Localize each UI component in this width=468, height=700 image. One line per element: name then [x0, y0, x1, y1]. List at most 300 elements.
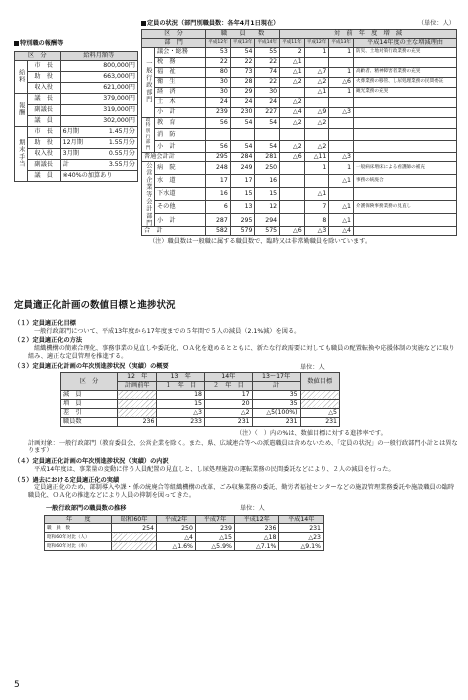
staff-reason: [354, 57, 457, 67]
staff-row-label: 合 計: [142, 227, 206, 236]
staff-value: 80: [206, 67, 231, 77]
progress-row: [61, 390, 340, 399]
salary-table: [14, 51, 138, 182]
staff-value: 28: [230, 77, 255, 87]
staff-value: [304, 97, 329, 107]
staff-row-label: 教 育: [155, 117, 206, 129]
salary-group-label: 給料: [15, 60, 28, 93]
staff-value: △9: [304, 107, 329, 117]
bonus-period: 3月期: [60, 148, 95, 159]
staff-head-row: [142, 38, 457, 47]
trend-value: △1.6%: [156, 542, 195, 551]
plan-s5: （５）過去における定員適正化の実績: [14, 476, 120, 484]
progress-value: [300, 399, 339, 408]
bonus-row: [15, 126, 138, 137]
trend-value: 231: [279, 524, 324, 533]
staff-row: [142, 87, 457, 97]
plan-p4: 平成14年度は、事業量の変動に伴う人員配置の見直しと、し尿処理施設の運転業務の民間委託などにより、２人の減員を行った。: [34, 465, 395, 473]
staff-subtotal-row: [142, 107, 457, 117]
staff-value: [206, 129, 231, 141]
staff-row-label: 土 木: [155, 97, 206, 107]
salary-amount: 302,000円: [60, 115, 137, 126]
staff-value: [280, 161, 305, 174]
salary-role: 議 長: [27, 93, 60, 104]
progress-value: [118, 399, 157, 408]
staff-value: △6: [280, 152, 305, 161]
staff-reason: [354, 141, 457, 153]
staff-value: 287: [206, 214, 231, 227]
progress-row-label: 差 引: [61, 408, 118, 417]
staff-value: 1: [329, 47, 354, 57]
staff-value: 24: [255, 97, 280, 107]
staff-value: [329, 57, 354, 67]
staff-value: 582: [206, 227, 231, 236]
trend-value: 239: [195, 524, 234, 533]
trend-head-cell: 平成2年: [156, 515, 195, 524]
bonus-role: 市 長: [27, 126, 60, 137]
staff-value: [280, 87, 305, 97]
bonus-role: 議 員: [27, 170, 60, 181]
staff-ordinary-row: [142, 152, 457, 161]
staff-unit: （単位：人）: [417, 20, 455, 27]
staff-value: 22: [230, 57, 255, 67]
bonus-months: 3.55月分: [95, 159, 138, 170]
staff-value: 24: [206, 97, 231, 107]
progress-value: 233: [157, 417, 205, 426]
staff-value: 54: [230, 141, 255, 153]
staff-value: △1: [304, 87, 329, 97]
salary-amount: 319,000円: [60, 104, 137, 115]
progress-row: [61, 399, 340, 408]
progress-value: 18: [157, 390, 205, 399]
staff-value: 29: [230, 87, 255, 97]
staff-value: 54: [255, 117, 280, 129]
trend-value: [112, 542, 157, 551]
salary-section: [14, 40, 138, 182]
staff-value: 22: [206, 57, 231, 67]
progress-head-cell: 計: [252, 382, 300, 391]
staff-value: [255, 129, 280, 141]
plan-s1: （１）定員適正化目標: [14, 319, 76, 327]
staff-value: △4: [280, 107, 305, 117]
staff-row: [142, 201, 457, 214]
staff-value: 1: [329, 67, 354, 77]
trend-head-cell: 年 度: [45, 515, 112, 524]
bonus-months: 1.45月分: [95, 126, 138, 137]
trend-head-cell: 昭和60年: [112, 515, 157, 524]
staff-reason: 防災、土地対策行政業務の充実: [354, 47, 457, 57]
staff-row: [142, 97, 457, 107]
staff-value: 16: [206, 187, 231, 200]
plan-note3: （注）（ ）内の%は、数値目標に対する進捗率です。: [236, 429, 387, 437]
salary-row: [15, 82, 138, 93]
staff-value: 15: [230, 187, 255, 200]
staff-reason: [354, 129, 457, 141]
progress-value: △5: [300, 408, 339, 417]
trend-value: △18: [234, 533, 279, 542]
dept-general-label: 一般行政部門: [142, 47, 155, 117]
trend-table: [44, 515, 324, 552]
staff-value: 7: [304, 201, 329, 214]
plan-s4: （４）定員適正化計画の年次別進捗状況（実績）の内訳: [14, 458, 169, 466]
progress-head-cell: ２ 年 目: [205, 382, 253, 391]
salary-row: [15, 93, 138, 104]
staff-value: 56: [206, 117, 231, 129]
staff-value: 30: [206, 77, 231, 87]
staff-value: 54: [230, 47, 255, 57]
salary-group-label: 報酬: [15, 93, 28, 126]
progress-value: 231: [252, 417, 300, 426]
trend-value: 254: [112, 524, 157, 533]
staff-row: [142, 47, 457, 57]
trend-row-label: 昭和60年対比（率）: [45, 542, 112, 551]
plan-p2: 組織機構の簡素合理化、事務事業の見直しや委託化、ＯＡ化を進めるとともに、新たな行政需要に対しても職員の配置転換や応援体制の実施などに取り組み、適正な定員管理を推進する。: [28, 345, 455, 360]
trend-row-label: 職 員 数: [45, 524, 112, 533]
salary-role: 助 役: [27, 71, 60, 82]
staff-row-label: 水 道: [155, 174, 206, 187]
staff-value: △1: [304, 187, 329, 200]
bonus-period: 計: [60, 159, 95, 170]
staff-value: 6: [206, 201, 231, 214]
staff-subtotal-row: [142, 141, 457, 153]
staff-value: 284: [230, 152, 255, 161]
progress-value: [300, 390, 339, 399]
salary-amount: 379,000円: [60, 93, 137, 104]
bonus-label: 期末手当: [15, 126, 28, 181]
staff-total-row: [142, 227, 457, 236]
staff-value: 17: [230, 174, 255, 187]
staff-reason: [354, 214, 457, 227]
staff-value: △2: [280, 141, 305, 153]
progress-value: △5(100%): [252, 408, 300, 417]
staff-value: [280, 201, 305, 214]
plan-section: [14, 300, 458, 551]
progress-value: 231: [300, 417, 339, 426]
staff-row-label: 小 計: [155, 141, 206, 153]
progress-row-label: 職員数: [61, 417, 118, 426]
staff-value: 250: [255, 161, 280, 174]
staff-row: [142, 161, 457, 174]
staff-value: 56: [206, 141, 231, 153]
progress-table: [60, 372, 340, 427]
staff-value: 295: [230, 214, 255, 227]
staff-row-label: 小 計: [155, 214, 206, 227]
staff-value: 54: [255, 141, 280, 153]
staff-row: [142, 174, 457, 187]
plan-s3: （３）定員適正化計画の年次別進捗状況（実績）の概要: [14, 362, 169, 370]
staff-value: 73: [230, 67, 255, 77]
staff-value: △11: [304, 152, 329, 161]
bonus-row: [15, 148, 138, 159]
staff-head-cell: 区 分: [142, 30, 206, 39]
staff-reason: [354, 227, 457, 236]
staff-row: [142, 57, 457, 67]
bonus-row: [15, 170, 138, 181]
staff-value: 16: [255, 174, 280, 187]
staff-value: [329, 141, 354, 153]
staff-value: 1: [304, 161, 329, 174]
staff-value: △6: [329, 77, 354, 87]
staff-value: 575: [255, 227, 280, 236]
staff-value: 24: [230, 97, 255, 107]
staff-value: 30: [206, 87, 231, 97]
staff-reason: [354, 97, 457, 107]
staff-value: [329, 129, 354, 141]
staff-value: 8: [304, 214, 329, 227]
staff-value: 1: [329, 87, 354, 97]
staff-value: △1: [329, 214, 354, 227]
bonus-period: 12月期: [60, 137, 95, 148]
staff-value: [329, 117, 354, 129]
staff-value: [280, 174, 305, 187]
progress-head-cell: 12 年: [118, 373, 157, 382]
trend-head-cell: 平成14年: [279, 515, 324, 524]
staff-row: [142, 117, 457, 129]
staff-year-head: 平成12年: [206, 38, 231, 47]
plan-t5-title: 一般行政部門の職員数の推移: [46, 504, 127, 512]
progress-head-cell: 数値目標: [300, 373, 339, 391]
progress-value: [118, 408, 157, 417]
staff-value: △3: [329, 107, 354, 117]
staff-value: 2: [280, 47, 305, 57]
plan-p5: 定員適正化のため、部制導入や課・係の統廃合等組織機構の改革、ごみ収集業務の委託、勤労者福祉センターなどの施設管理業務委託や施設職員の臨時職員化、ＯＡ化の推進などにより人員の抑制を図ってきた。: [28, 484, 455, 500]
bonus-role: 助 役: [27, 137, 60, 148]
staff-row: [142, 67, 457, 77]
salary-title: 特別職の報酬等: [20, 40, 64, 47]
staff-value: 22: [255, 57, 280, 67]
square-bullet-icon: [141, 21, 146, 26]
staff-value: 55: [255, 47, 280, 57]
trend-row: [45, 542, 324, 551]
staff-table: [141, 29, 457, 236]
staff-value: [329, 97, 354, 107]
staff-row-label: 議会・総務: [155, 47, 206, 57]
salary-head-cell: 給料月額等: [60, 51, 137, 60]
trend-value: △4: [156, 533, 195, 542]
staff-value: 1: [304, 47, 329, 57]
staff-reason: [354, 107, 457, 117]
staff-value: △2: [280, 77, 305, 87]
staff-value: △2: [304, 141, 329, 153]
staff-row-label: 消 防: [155, 129, 206, 141]
staff-value: △3: [304, 227, 329, 236]
staff-value: 22: [255, 77, 280, 87]
progress-value: 236: [118, 417, 157, 426]
dept-public-label: 公営企業等会計部門: [142, 161, 155, 227]
staff-value: 54: [230, 117, 255, 129]
salary-role: 副議長: [27, 104, 60, 115]
plan-p1: 一般行政部門について、平成13年度から17年度までの５年間で５人の減員（2.1%減）を図る。: [34, 327, 301, 335]
staff-value: △1: [329, 174, 354, 187]
bonus-role: 収入役: [27, 148, 60, 159]
trend-row-label: 昭和60年対比（人）: [45, 533, 112, 542]
staff-header: [141, 20, 457, 29]
staff-reason: 事務の統廃合: [354, 174, 457, 187]
staff-value: [280, 129, 305, 141]
progress-value: 231: [205, 417, 253, 426]
staff-head-cell: 職 員 数: [206, 30, 280, 39]
plan-s2: （２）定員適正化の方法: [14, 337, 83, 345]
trend-row: [45, 524, 324, 533]
staff-value: [280, 187, 305, 200]
trend-row: [45, 533, 324, 542]
staff-value: [280, 214, 305, 227]
trend-value: △5.9%: [195, 542, 234, 551]
staff-value: 294: [255, 214, 280, 227]
staff-value: △4: [329, 227, 354, 236]
staff-row-label: 福 祉: [155, 67, 206, 77]
staff-row-label: 衛 生: [155, 77, 206, 87]
staff-year-head: 平成12年: [304, 38, 329, 47]
staff-row-label: 税 務: [155, 57, 206, 67]
staff-head-cell: 部 門: [142, 38, 206, 47]
trend-head-cell: 平成7年: [195, 515, 234, 524]
trend-value: [112, 533, 157, 542]
salary-amount: 621,000円: [60, 82, 137, 93]
salary-row: [15, 104, 138, 115]
progress-value: △2: [205, 408, 253, 417]
staff-row-label: 病 院: [155, 161, 206, 174]
staff-value: △2: [280, 97, 305, 107]
progress-value: △3: [157, 408, 205, 417]
staff-value: [304, 57, 329, 67]
staff-value: 249: [230, 161, 255, 174]
staff-value: 1: [329, 161, 354, 174]
salary-amount: 800,000円: [60, 60, 137, 71]
dept-special-label: 政特別行部門: [142, 117, 155, 152]
staff-value: [329, 187, 354, 200]
staff-value: △1: [280, 67, 305, 77]
trend-head-row: [45, 515, 324, 524]
staff-row: [142, 77, 457, 87]
staff-value: 12: [255, 201, 280, 214]
trend-value: 250: [156, 524, 195, 533]
trend-value: 236: [234, 524, 279, 533]
progress-value: 15: [157, 399, 205, 408]
staff-value: 74: [255, 67, 280, 77]
staff-row-label: 普通会計計: [142, 152, 206, 161]
plan-note3b: 計画対象：一般行政部門（教育委員会、公営企業を除く。また、県、広域連合等への派遣職員は含めないため、「定員の状況」の一般行政部門小計とは異なります）: [28, 439, 458, 455]
staff-value: 248: [206, 161, 231, 174]
staff-value: 13: [230, 201, 255, 214]
staff-section: [141, 20, 457, 246]
trend-value: △7.1%: [234, 542, 279, 551]
bonus-months: 1.55月分: [95, 137, 138, 148]
progress-head-row: [61, 373, 340, 382]
staff-value: △7: [304, 67, 329, 77]
staff-year-head: 平成13年: [329, 38, 354, 47]
salary-row: [15, 71, 138, 82]
plan-unit5: 単位：人: [240, 504, 265, 512]
salary-role: 収入役: [27, 82, 60, 93]
staff-value: [304, 129, 329, 141]
staff-row: [142, 129, 457, 141]
progress-value: 35: [252, 399, 300, 408]
staff-row-label: 下水道: [155, 187, 206, 200]
progress-row: [61, 408, 340, 417]
plan-unit3: 単位：人: [300, 363, 325, 371]
staff-row-label: その他: [155, 201, 206, 214]
staff-title: 定員の状況（部門別職員数：各年4月1日現在）: [147, 20, 280, 27]
staff-value: △2: [304, 77, 329, 87]
staff-value: 295: [206, 152, 231, 161]
progress-value: 20: [205, 399, 253, 408]
staff-value: 579: [230, 227, 255, 236]
salary-head-cell: 区 分: [15, 51, 61, 60]
bonus-role: 副議長: [27, 159, 60, 170]
staff-reason: [354, 187, 457, 200]
trend-value: △9.1%: [279, 542, 324, 551]
staff-value: △2: [280, 117, 305, 129]
staff-value: 227: [255, 107, 280, 117]
staff-year-head: 平成14年: [255, 38, 280, 47]
staff-value: △1: [329, 201, 354, 214]
salary-role: 市 長: [27, 60, 60, 71]
progress-row-label: 増 員: [61, 399, 118, 408]
square-bullet-icon: [14, 41, 19, 46]
bonus-period: 6月期: [60, 126, 95, 137]
staff-reason: 火葬業務の移管、し尿処理業務の民間委託: [354, 77, 457, 87]
bonus-row: [15, 159, 138, 170]
staff-year-head: 平成13年: [230, 38, 255, 47]
page-number: 5: [14, 680, 20, 690]
staff-row: [142, 187, 457, 200]
progress-head-cell: 計画前年: [118, 382, 157, 391]
progress-row-label: 減 員: [61, 390, 118, 399]
salary-amount: 663,000円: [60, 71, 137, 82]
progress-value: 17: [205, 390, 253, 399]
bonus-row: [15, 137, 138, 148]
staff-head-cell: 対 前 年 度 増 減: [280, 30, 457, 39]
staff-reason: [354, 152, 457, 161]
staff-head-row: [142, 30, 457, 39]
staff-subtotal-row: [142, 214, 457, 227]
staff-row-label: 小 計: [155, 107, 206, 117]
staff-value: 239: [206, 107, 231, 117]
staff-value: 30: [255, 87, 280, 97]
staff-value: [230, 129, 255, 141]
salary-row: [15, 115, 138, 126]
staff-value: △2: [304, 117, 329, 129]
salary-title-row: [14, 40, 138, 48]
salary-row: [15, 60, 138, 71]
staff-row-label: 経 済: [155, 87, 206, 97]
staff-year-head: 平成11年: [280, 38, 305, 47]
progress-head-cell: １ 年 目: [157, 382, 205, 391]
staff-note: （注）職員数は一般職に属する職員数で、臨時又は非常勤職員を除いています。: [149, 238, 372, 246]
progress-head-cell: 14年: [205, 373, 253, 382]
staff-value: [304, 174, 329, 187]
staff-reason: 観光業務の充実: [354, 87, 457, 97]
progress-value: [118, 390, 157, 399]
staff-value: △1: [280, 57, 305, 67]
trend-head-cell: 平成12年: [234, 515, 279, 524]
progress-head-cell: 13 年: [157, 373, 205, 382]
staff-reason: 介護保険事務業務の見直し: [354, 201, 457, 214]
staff-head-cell: 平成14年度の主な増減理由: [354, 38, 457, 47]
progress-value: 35: [252, 390, 300, 399]
bonus-note: ※40%の加算あり: [60, 170, 137, 181]
salary-role: 議 員: [27, 115, 60, 126]
staff-value: 230: [230, 107, 255, 117]
staff-reason: 高齢者、精神障害者業務の充実: [354, 67, 457, 77]
staff-value: 17: [206, 174, 231, 187]
staff-reason: 一般病床増床による看護師の補充: [354, 161, 457, 174]
staff-reason: [354, 117, 457, 129]
bonus-months: 0.55月分: [95, 148, 138, 159]
progress-head-cell: 区 分: [61, 373, 118, 391]
salary-head-row: [15, 51, 138, 60]
